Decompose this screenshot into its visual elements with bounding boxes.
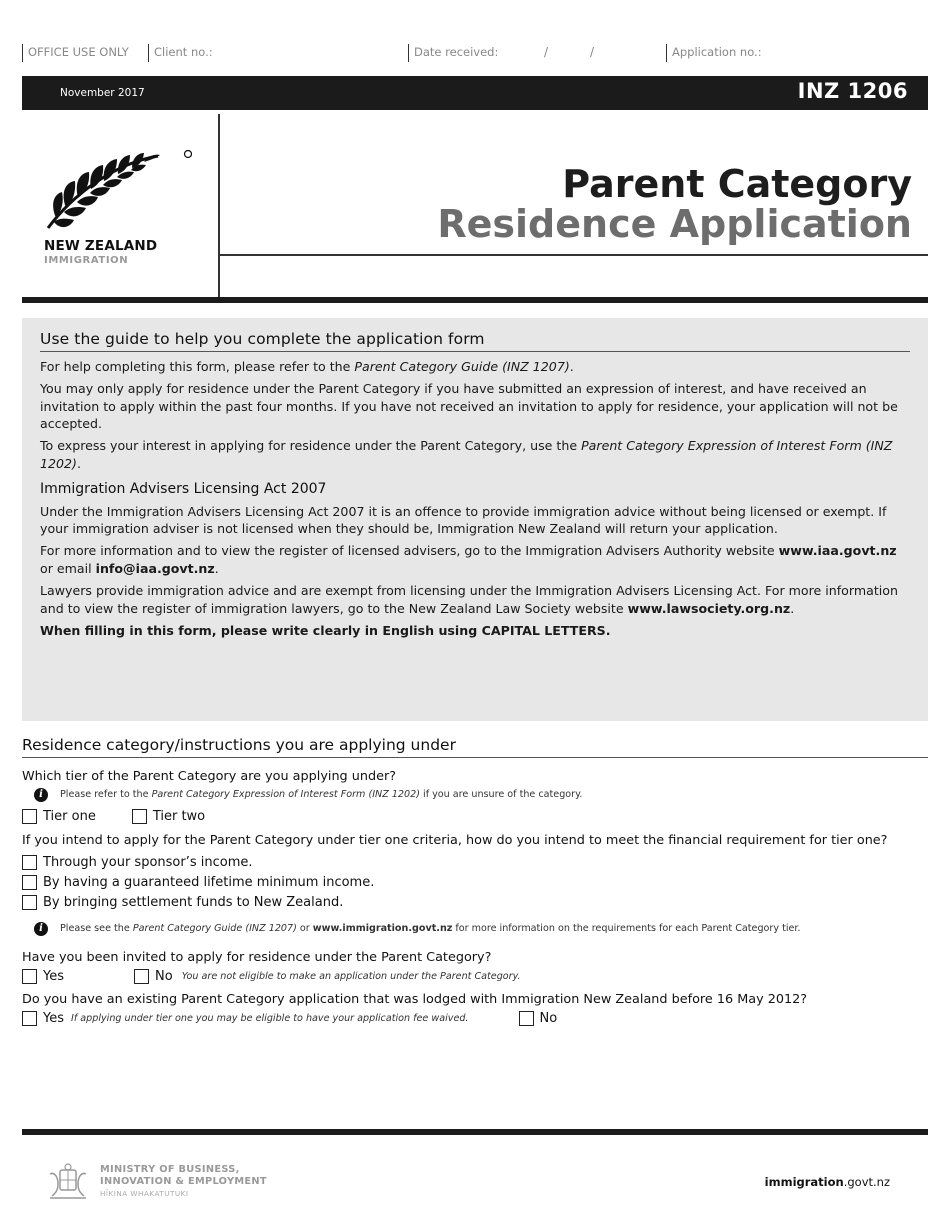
guide-heading: Use the guide to help you complete the application form — [40, 330, 910, 352]
residence-category-section — [22, 736, 928, 1026]
immigration-website-link[interactable]: www.immigration.govt.nz — [312, 923, 453, 934]
guide-paragraph: Under the Immigration Advisers Licensing Act 2007 it is an offence to provide immigration advice without being licensed or exempt. If your immigration adviser is not licensed when they should be, Immigration New Zealand will return your application. — [40, 503, 887, 537]
logo-text-new-zealand: NEW ZEALAND — [44, 238, 158, 254]
mbie-name: MINISTRY OF BUSINESS, INNOVATION & EMPLOYMENT — [100, 1164, 267, 1187]
title-block — [22, 110, 928, 300]
question-financial-requirement: If you intend to apply for the Parent Category under tier one criteria, how do you intend to meet the financial requirement for tier one? — [22, 833, 888, 848]
question-invited: Have you been invited to apply for residence under the Parent Category? — [22, 950, 492, 965]
settlement-funds-checkbox[interactable] — [22, 895, 37, 910]
guide-box — [22, 318, 928, 721]
divider — [218, 114, 220, 298]
guide-subheading: Immigration Advisers Licensing Act 2007 — [40, 480, 327, 497]
lifetime-income-checkbox[interactable] — [22, 875, 37, 890]
question-existing-application: Do you have an existing Parent Category application that was lodged with Immigration New Zealand before 16 May 2012? — [22, 992, 808, 1007]
footer-website-link[interactable]: immigration.govt.nz — [764, 1175, 890, 1189]
invited-yes-checkbox[interactable] — [22, 969, 37, 984]
invited-yes-option[interactable]: Yes — [22, 969, 64, 984]
header-band — [22, 76, 928, 110]
form-code: INZ 1206 — [797, 79, 908, 103]
page-title: Parent Category — [562, 162, 912, 206]
divider — [22, 1129, 928, 1135]
info-note — [22, 788, 928, 802]
guide-paragraph: Lawyers provide immigration advice and are exempt from licensing under the Immigration Advisers Licensing Act. For more information and to view the register of immigration lawyers, go to the New Zealand Law Society website www.lawsociety.org.nz. — [40, 582, 898, 616]
client-no-field[interactable]: Client no.: — [148, 44, 408, 62]
info-icon: i — [34, 788, 48, 802]
application-no-field[interactable]: Application no.: — [666, 44, 928, 62]
tier-two-option[interactable]: Tier two — [132, 809, 205, 824]
sponsor-income-checkbox[interactable] — [22, 855, 37, 870]
section-heading: Residence category/instructions you are applying under — [22, 736, 928, 758]
law-society-link[interactable]: www.lawsociety.org.nz — [627, 600, 791, 616]
guide-paragraph: For more information and to view the register of licensed advisers, go to the Immigration Advisers Authority website www.iaa.govt.nz or email info@iaa.govt.nz. — [40, 543, 897, 576]
settlement-funds-option[interactable]: By bringing settlement funds to New Zealand. — [22, 895, 343, 910]
not-eligible-note: You are not eligible to make an application under the Parent Category. — [181, 971, 521, 982]
office-use-strip — [22, 44, 928, 62]
mbie-maori-name: HĪKINA WHAKATUTUKI — [100, 1189, 189, 1198]
info-icon: i — [34, 922, 48, 936]
existing-no-checkbox[interactable] — [519, 1011, 534, 1026]
nz-immigration-logo — [42, 148, 212, 268]
note-text: Please see the Parent Category Guide (INZ 1207) or www.immigration.govt.nz for more information on the requirements for each Parent Category tier. — [60, 923, 801, 934]
silver-fern-icon — [42, 148, 192, 234]
existing-yes-option[interactable]: Yes — [22, 1011, 64, 1026]
note-text: Please refer to the Parent Category Expression of Interest Form (INZ 1202) if you are unsure of the category. — [60, 789, 583, 800]
form-date: November 2017 — [60, 87, 145, 99]
sponsor-income-option[interactable]: Through your sponsor’s income. — [22, 855, 253, 870]
logo-text-immigration: IMMIGRATION — [44, 255, 129, 266]
office-use-label: OFFICE USE ONLY — [22, 44, 129, 62]
existing-no-option[interactable]: No — [519, 1011, 558, 1026]
coat-of-arms-icon — [46, 1162, 90, 1202]
date-slash: / — [544, 45, 549, 59]
fee-waived-note: If applying under tier one you may be eligible to have your application fee waived. — [71, 1013, 469, 1024]
divider — [218, 254, 928, 256]
existing-yes-checkbox[interactable] — [22, 1011, 37, 1026]
date-received-field[interactable]: Date received: — [408, 44, 666, 62]
question-tier: Which tier of the Parent Category are you applying under? — [22, 769, 397, 784]
date-slash: / — [590, 45, 595, 59]
invited-no-checkbox[interactable] — [134, 969, 149, 984]
guide-paragraph: To express your interest in applying for residence under the Parent Category, use the Parent Category Expression of Interest Form (INZ 1202). — [40, 438, 893, 471]
guide-paragraph: For help completing this form, please refer to the Parent Category Guide (INZ 1207). — [40, 359, 574, 374]
tier-one-checkbox[interactable] — [22, 809, 37, 824]
iaa-website-link[interactable]: www.iaa.govt.nz — [778, 543, 897, 559]
page-subtitle: Residence Application — [437, 202, 912, 246]
invited-no-option[interactable]: No — [134, 969, 173, 984]
info-note — [22, 922, 928, 936]
lifetime-income-option[interactable]: By having a guaranteed lifetime minimum income. — [22, 875, 374, 890]
capital-letters-instruction: When filling in this form, please write clearly in English using CAPITAL LETTERS. — [40, 622, 611, 638]
guide-paragraph: You may only apply for residence under the Parent Category if you have submitted an expression of interest, and have received an invitation to apply within the past four months. If you have not received an invitation to apply for residence, your application will not be accepted. — [40, 381, 898, 432]
mbie-logo — [46, 1160, 326, 1204]
iaa-email-link[interactable]: info@iaa.govt.nz — [95, 560, 215, 576]
tier-two-checkbox[interactable] — [132, 809, 147, 824]
tier-one-option[interactable]: Tier one — [22, 809, 96, 824]
divider — [22, 297, 928, 303]
